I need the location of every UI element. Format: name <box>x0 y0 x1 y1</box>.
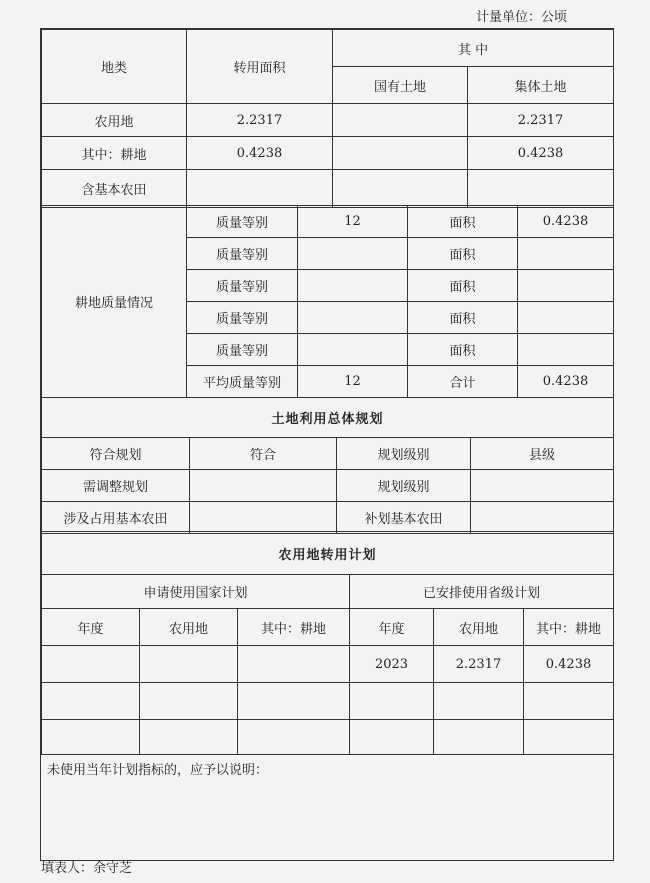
table-cell <box>42 720 140 755</box>
conversion-title: 农用地转用计划 <box>42 532 614 575</box>
area-value <box>518 334 614 366</box>
area-label: 面积 <box>408 238 518 270</box>
table-row <box>42 104 614 137</box>
table-cell <box>42 683 140 720</box>
area-value <box>518 302 614 334</box>
table-cell <box>238 683 350 720</box>
collective-land-value: 0.4238 <box>468 137 614 170</box>
level-value: 县级 <box>471 438 614 470</box>
row-label: 其中：耕地 <box>42 137 187 170</box>
table-row <box>42 646 614 683</box>
national-plan-header: 申请使用国家计划 <box>42 575 350 609</box>
quality-section <box>41 205 613 398</box>
avg-grade-label: 平均质量等别 <box>187 366 298 398</box>
table-cell <box>350 683 434 720</box>
grade-label: 质量等别 <box>187 302 298 334</box>
row-label: 含基本农田 <box>42 170 187 208</box>
header-state-land: 国有土地 <box>333 67 468 104</box>
table-cell <box>350 720 434 755</box>
occupy-label: 涉及占用基本农田 <box>42 502 190 534</box>
convert-area-value <box>187 170 333 208</box>
table-cell <box>434 683 524 720</box>
column-header: 农用地 <box>140 609 238 646</box>
explanation-note: 未使用当年计划指标的，应予以说明： <box>47 763 269 778</box>
area-value: 0.4238 <box>518 206 614 238</box>
area-label: 面积 <box>408 206 518 238</box>
column-header: 年度 <box>42 609 140 646</box>
state-land-value <box>333 170 468 208</box>
adjust-level-label: 规划级别 <box>337 470 471 502</box>
area-label: 面积 <box>408 302 518 334</box>
land-conversion-form <box>40 28 614 861</box>
conform-label: 符合规划 <box>42 438 190 470</box>
table-cell <box>140 720 238 755</box>
collective-land-value <box>468 170 614 208</box>
column-header: 年度 <box>350 609 434 646</box>
header-collective-land: 集体土地 <box>468 67 614 104</box>
unit-label: 计量单位：公顷 <box>476 10 568 25</box>
quality-title: 耕地质量情况 <box>42 206 187 398</box>
table-cell <box>238 646 350 683</box>
plan-section <box>41 397 613 534</box>
area-label: 面积 <box>408 334 518 366</box>
supplement-label: 补划基本农田 <box>337 502 471 534</box>
total-value: 0.4238 <box>518 366 614 398</box>
adjust-value <box>190 470 337 502</box>
grade-value <box>298 238 408 270</box>
table-cell <box>140 646 238 683</box>
total-label: 合计 <box>408 366 518 398</box>
convert-area-value: 2.2317 <box>187 104 333 137</box>
header-convert-area: 转用面积 <box>187 30 333 104</box>
grade-value <box>298 302 408 334</box>
grade-label: 质量等别 <box>187 206 298 238</box>
land-type-section <box>41 29 613 208</box>
grade-label: 质量等别 <box>187 334 298 366</box>
area-value <box>518 270 614 302</box>
adjust-label: 需调整规划 <box>42 470 190 502</box>
area-label: 面积 <box>408 270 518 302</box>
state-land-value <box>333 137 468 170</box>
table-cell: 2.2317 <box>434 646 524 683</box>
occupy-value <box>190 502 337 534</box>
column-header: 其中：耕地 <box>238 609 350 646</box>
column-header: 农用地 <box>434 609 524 646</box>
grade-label: 质量等别 <box>187 270 298 302</box>
conversion-section <box>41 531 613 755</box>
grade-value: 12 <box>298 206 408 238</box>
table-cell <box>434 720 524 755</box>
table-cell <box>524 683 614 720</box>
convert-area-value: 0.4238 <box>187 137 333 170</box>
level-label: 规划级别 <box>337 438 471 470</box>
table-row <box>42 137 614 170</box>
avg-grade-value: 12 <box>298 366 408 398</box>
table-cell <box>42 646 140 683</box>
supplement-value <box>471 502 614 534</box>
table-cell: 2023 <box>350 646 434 683</box>
column-header: 其中：耕地 <box>524 609 614 646</box>
header-land-type: 地类 <box>42 30 187 104</box>
area-value <box>518 238 614 270</box>
grade-value <box>298 334 408 366</box>
row-label: 农用地 <box>42 104 187 137</box>
table-cell: 0.4238 <box>524 646 614 683</box>
table-row <box>42 720 614 755</box>
grade-value <box>298 270 408 302</box>
table-row <box>42 683 614 720</box>
table-cell <box>524 720 614 755</box>
table-row <box>42 170 614 208</box>
table-cell <box>140 683 238 720</box>
form-filler: 填表人：余守芝 <box>41 861 133 876</box>
grade-label: 质量等别 <box>187 238 298 270</box>
adjust-level-value <box>471 470 614 502</box>
plan-title: 土地利用总体规划 <box>42 398 614 438</box>
header-among: 其 中 <box>333 30 614 67</box>
table-cell <box>238 720 350 755</box>
conform-value: 符合 <box>190 438 337 470</box>
provincial-plan-header: 已安排使用省级计划 <box>350 575 614 609</box>
collective-land-value: 2.2317 <box>468 104 614 137</box>
state-land-value <box>333 104 468 137</box>
